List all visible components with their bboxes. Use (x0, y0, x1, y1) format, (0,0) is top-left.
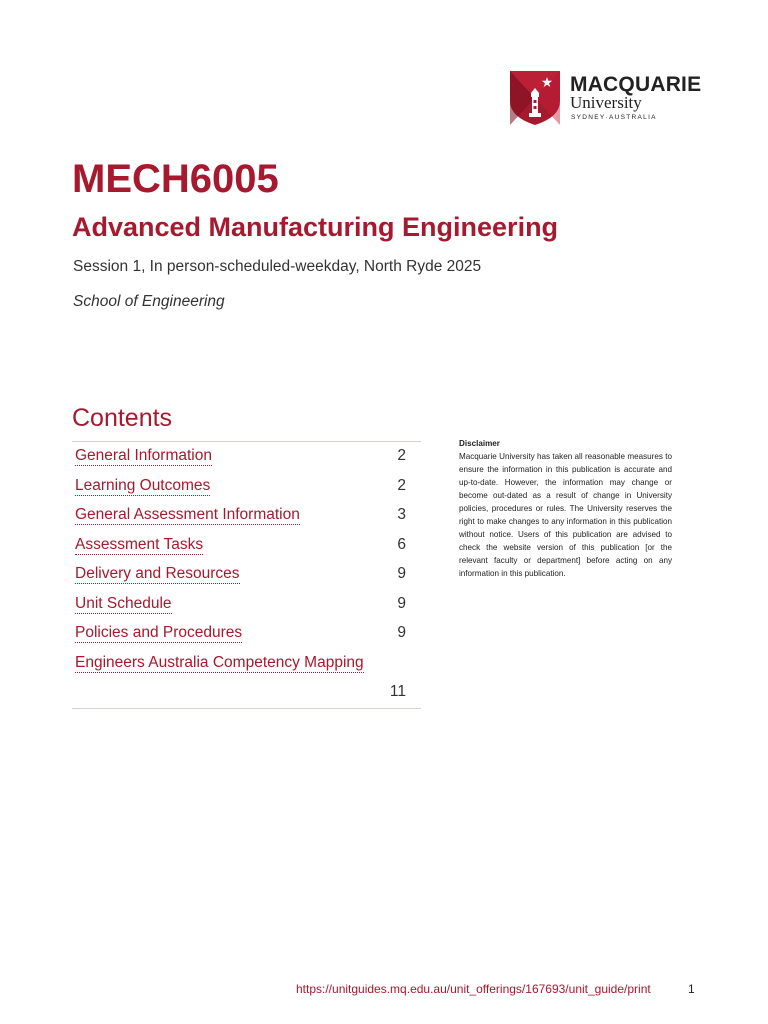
toc-item-policies-and-procedures (72, 619, 421, 649)
disclaimer-body: Macquarie University has taken all reasonable measures to ensure the information in this publication is accurate and up-to-date. However, the information may change or become out-dated as a result of change in University policies, procedures or rules. The University reserves the right to make changes to any information in this publication without notice. Users of this publication are advised to check the website version of this publication [or the relevant faculty or department] before acting on any information in this publication. (459, 452, 672, 578)
toc-link[interactable]: Assessment Tasks (75, 535, 204, 553)
toc-page-number: 2 (397, 476, 406, 494)
table-of-contents (72, 441, 421, 709)
toc-page-number: 2 (397, 447, 406, 464)
university-logo (510, 71, 700, 125)
toc-link[interactable]: Policies and Procedures (75, 624, 243, 641)
toc-page-number: 9 (397, 565, 406, 582)
session-info: Session 1, In person-scheduled-weekday, North Ryde 2025 (73, 258, 482, 275)
toc-item-unit-schedule (72, 590, 421, 620)
toc-link[interactable]: General Information (75, 447, 212, 464)
toc-link[interactable]: Engineers Australia Competency Mapping (75, 653, 364, 671)
toc-page-number: 11 (389, 682, 406, 700)
toc-page-number: 6 (397, 535, 406, 553)
toc-item-assessment-tasks (72, 531, 421, 561)
disclaimer-title: Disclaimer (459, 439, 500, 448)
toc-item-general-information (72, 442, 421, 472)
footer-page-number: 1 (688, 982, 695, 996)
unit-code: MECH6005 (72, 157, 279, 201)
toc-item-learning-outcomes (72, 472, 421, 502)
toc-page-number: 3 (397, 506, 406, 523)
toc-link[interactable]: General Assessment Information (75, 506, 300, 523)
toc-link[interactable]: Delivery and Resources (75, 565, 240, 582)
contents-heading: Contents (72, 404, 173, 432)
logo-location: SYDNEY·AUSTRALIA (571, 114, 657, 121)
shield-lighthouse-icon (510, 71, 560, 125)
logo-subtitle: University (570, 93, 642, 112)
unit-title: Advanced Manufacturing Engineering (72, 212, 559, 242)
toc-item-general-assessment-information (72, 501, 421, 531)
toc-link[interactable]: Unit Schedule (75, 594, 172, 612)
footer-url-link[interactable]: https://unitguides.mq.edu.au/unit_offerings/167693/unit_guide/print (296, 982, 651, 996)
toc-item-delivery-and-resources (72, 560, 421, 590)
logo-wordmark: MACQUARIE (570, 73, 702, 96)
toc-page-number: 9 (397, 594, 406, 612)
toc-link[interactable]: Learning Outcomes (75, 476, 211, 494)
school-name: School of Engineering (73, 293, 225, 310)
toc-item-engineers-australia-competency-mapping (72, 649, 421, 708)
disclaimer (459, 437, 672, 580)
toc-page-number: 9 (397, 624, 406, 641)
